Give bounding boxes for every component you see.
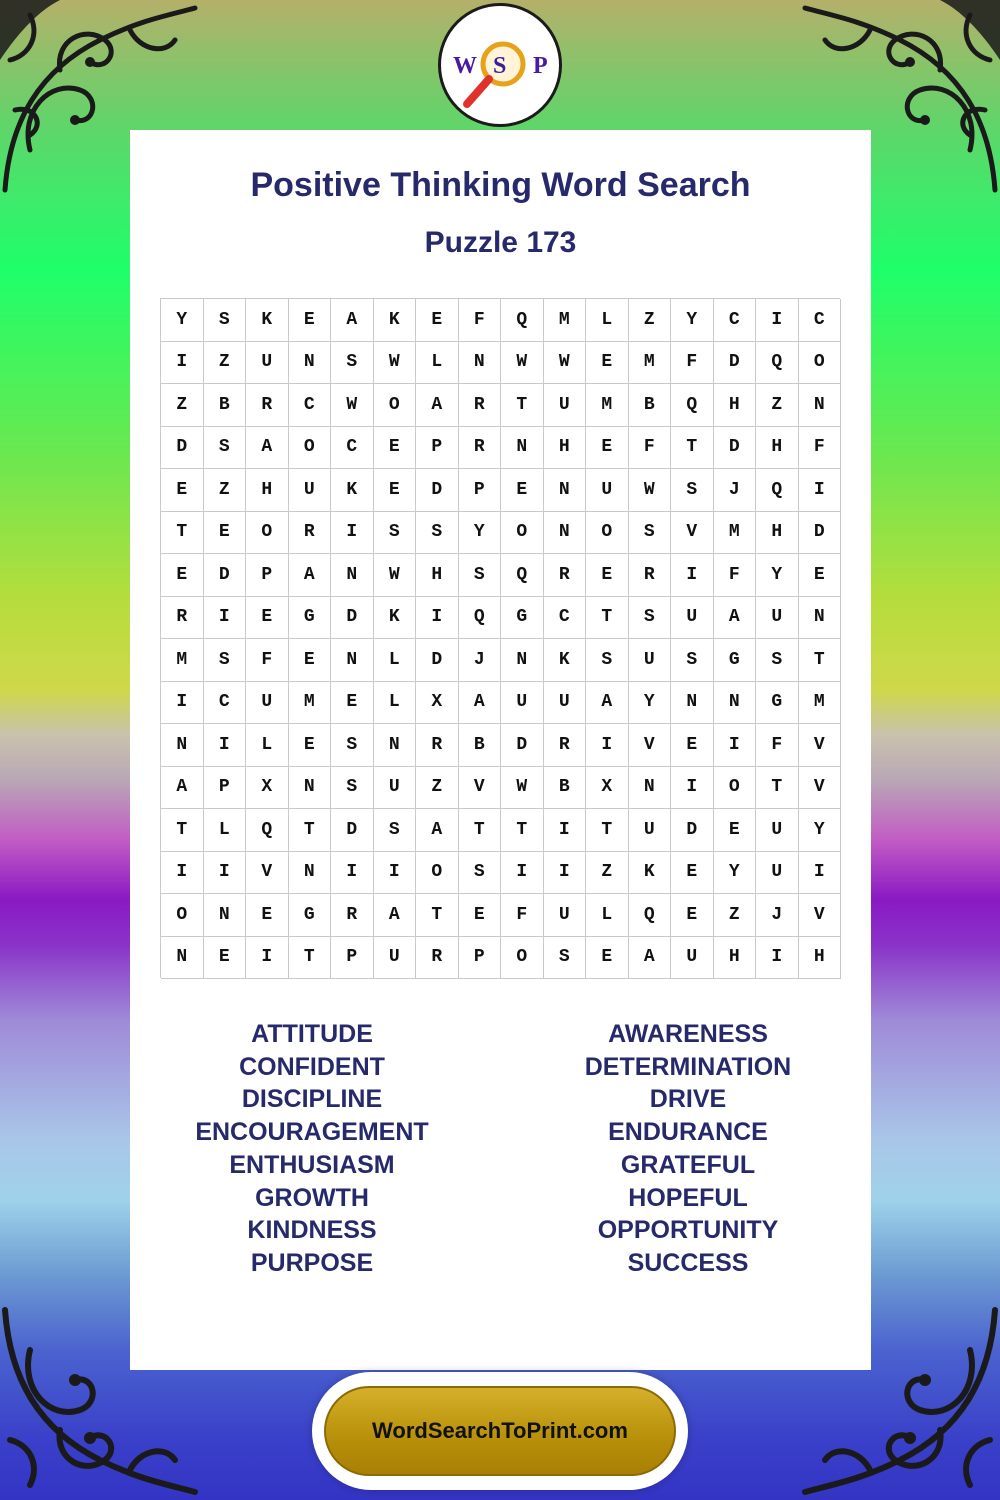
grid-cell[interactable]: S [459,852,502,895]
grid-cell[interactable]: S [756,639,799,682]
grid-cell[interactable]: D [204,554,247,597]
grid-cell[interactable]: F [799,427,842,470]
grid-cell[interactable]: S [544,937,587,980]
grid-cell[interactable]: H [756,512,799,555]
grid-cell[interactable]: N [459,342,502,385]
page-title: Positive Thinking Word Search [250,166,751,204]
grid-cell[interactable]: T [586,809,629,852]
grid-cell[interactable]: N [629,767,672,810]
grid-cell[interactable]: A [714,597,757,640]
grid-cell[interactable]: E [799,554,842,597]
grid-cell[interactable]: L [586,894,629,937]
grid-cell[interactable]: T [459,809,502,852]
grid-cell[interactable]: L [416,342,459,385]
word-list-right [528,1018,848,1280]
grid-cell[interactable]: Y [629,682,672,725]
footer-badge [312,1372,688,1490]
grid-cell[interactable]: U [544,682,587,725]
grid-cell[interactable]: N [799,597,842,640]
grid-cell[interactable]: T [586,597,629,640]
grid-cell[interactable]: U [374,937,417,980]
grid-cell[interactable]: B [629,384,672,427]
grid-cell[interactable]: N [374,724,417,767]
grid-cell[interactable]: Z [629,299,672,342]
grid-cell[interactable]: T [289,809,332,852]
word-item: PURPOSE [250,1248,374,1277]
grid-cell[interactable]: E [161,469,204,512]
grid-cell[interactable]: I [416,597,459,640]
grid-cell[interactable]: W [374,554,417,597]
grid-cell[interactable]: M [629,342,672,385]
grid-cell[interactable]: W [374,342,417,385]
grid-cell[interactable]: T [501,809,544,852]
grid-cell[interactable]: M [161,639,204,682]
grid-cell[interactable]: Q [671,384,714,427]
word-item: DETERMINATION [584,1052,792,1081]
grid-cell[interactable]: B [544,767,587,810]
grid-cell[interactable]: R [459,427,502,470]
grid-cell[interactable]: T [161,809,204,852]
grid-cell[interactable]: I [204,724,247,767]
grid-cell[interactable]: W [331,384,374,427]
grid-cell[interactable]: N [544,469,587,512]
grid-cell[interactable]: V [799,724,842,767]
grid-cell[interactable]: Q [756,342,799,385]
grid-cell[interactable]: Q [756,469,799,512]
grid-cell[interactable]: N [289,767,332,810]
grid-cell[interactable]: R [629,554,672,597]
grid-cell[interactable]: I [544,852,587,895]
grid-cell[interactable]: E [586,342,629,385]
grid-cell[interactable]: U [629,639,672,682]
grid-cell[interactable]: A [374,894,417,937]
word-item: GRATEFUL [620,1150,756,1179]
grid-cell[interactable]: A [629,937,672,980]
grid-cell[interactable]: A [331,299,374,342]
grid-cell[interactable]: N [161,724,204,767]
grid-cell[interactable]: G [289,894,332,937]
grid-cell[interactable]: C [799,299,842,342]
puzzle-card [130,130,871,1370]
grid-cell[interactable]: W [501,767,544,810]
grid-cell[interactable]: K [544,639,587,682]
grid-cell[interactable]: G [756,682,799,725]
grid-cell[interactable]: I [671,767,714,810]
grid-cell[interactable]: F [756,724,799,767]
grid-cell[interactable]: K [374,299,417,342]
grid-cell[interactable]: A [586,682,629,725]
grid-cell[interactable]: U [289,469,332,512]
grid-cell[interactable]: N [501,639,544,682]
grid-cell[interactable]: Y [671,299,714,342]
logo-letter-w: W [453,53,477,79]
grid-cell[interactable]: H [756,427,799,470]
word-item: OPPORTUNITY [597,1216,779,1245]
grid-cell[interactable]: E [246,894,289,937]
grid-cell[interactable]: I [544,809,587,852]
grid-cell[interactable]: N [331,554,374,597]
grid-cell[interactable]: J [714,469,757,512]
grid-cell[interactable]: N [501,427,544,470]
grid-cell[interactable]: C [544,597,587,640]
grid-cell[interactable]: R [416,724,459,767]
grid-cell[interactable]: G [714,639,757,682]
grid-cell[interactable]: I [331,512,374,555]
grid-cell[interactable]: G [289,597,332,640]
logo-letter-s: S [493,53,507,79]
grid-cell[interactable]: H [544,427,587,470]
grid-cell[interactable]: O [416,852,459,895]
grid-cell[interactable]: O [374,384,417,427]
grid-cell[interactable]: L [586,299,629,342]
grid-cell[interactable]: S [204,299,247,342]
grid-cell[interactable]: Y [459,512,502,555]
grid-cell[interactable]: I [714,724,757,767]
grid-cell[interactable]: C [204,682,247,725]
grid-cell[interactable]: S [204,427,247,470]
grid-cell[interactable]: E [204,512,247,555]
grid-cell[interactable]: M [289,682,332,725]
grid-cell[interactable]: P [416,427,459,470]
grid-cell[interactable]: F [714,554,757,597]
puzzle-number: Puzzle 173 [424,226,577,259]
grid-cell[interactable]: R [161,597,204,640]
logo-letter-p: P [533,53,548,79]
grid-cell[interactable]: O [246,512,289,555]
grid-cell[interactable]: K [374,597,417,640]
grid-cell[interactable]: R [544,724,587,767]
grid-cell[interactable]: A [459,682,502,725]
word-item: GROWTH [255,1183,369,1212]
grid-cell[interactable]: F [246,639,289,682]
grid-cell[interactable]: E [671,724,714,767]
grid-cell[interactable]: F [459,299,502,342]
grid-cell[interactable]: I [501,852,544,895]
grid-cell[interactable]: B [459,724,502,767]
grid-cell[interactable]: U [246,342,289,385]
grid-cell[interactable]: R [331,894,374,937]
grid-cell[interactable]: R [416,937,459,980]
grid-cell[interactable]: L [374,639,417,682]
grid-cell[interactable]: K [246,299,289,342]
grid-cell[interactable]: F [629,427,672,470]
grid-cell[interactable]: D [161,427,204,470]
grid-cell[interactable]: X [416,682,459,725]
grid-cell[interactable]: N [671,682,714,725]
grid-cell[interactable]: U [544,894,587,937]
grid-cell[interactable]: D [714,427,757,470]
grid-cell[interactable]: U [756,852,799,895]
grid-cell[interactable]: R [544,554,587,597]
grid-cell[interactable]: M [799,682,842,725]
word-item: AWARENESS [608,1020,768,1048]
grid-cell[interactable]: I [204,852,247,895]
grid-cell[interactable]: X [586,767,629,810]
grid-cell[interactable]: T [501,384,544,427]
word-item: ENTHUSIASM [229,1150,395,1179]
grid-cell[interactable]: S [671,639,714,682]
grid-cell[interactable]: Q [629,894,672,937]
word-item: ENCOURAGEMENT [195,1118,429,1147]
grid-cell[interactable]: V [629,724,672,767]
grid-cell[interactable]: T [799,639,842,682]
grid-cell[interactable]: U [756,597,799,640]
grid-cell[interactable]: N [544,512,587,555]
grid-cell[interactable]: S [459,554,502,597]
grid-cell[interactable]: E [671,894,714,937]
word-item: ATTITUDE [251,1020,373,1048]
grid-cell[interactable]: Z [586,852,629,895]
grid-cell[interactable]: E [289,724,332,767]
grid-cell[interactable]: E [416,299,459,342]
grid-cell[interactable]: I [161,682,204,725]
grid-cell[interactable]: I [586,724,629,767]
grid-cell[interactable]: O [586,512,629,555]
grid-cell[interactable]: X [246,767,289,810]
grid-cell[interactable]: D [714,342,757,385]
grid-cell[interactable]: U [671,937,714,980]
grid-cell[interactable]: L [374,682,417,725]
grid-cell[interactable]: S [629,597,672,640]
grid-cell[interactable]: O [161,894,204,937]
grid-cell[interactable]: D [331,597,374,640]
grid-cell[interactable]: N [204,894,247,937]
grid-cell[interactable]: I [799,469,842,512]
grid-cell[interactable]: O [799,342,842,385]
grid-cell[interactable]: P [331,937,374,980]
grid-cell[interactable]: S [671,469,714,512]
grid-cell[interactable]: A [246,427,289,470]
grid-cell[interactable]: I [756,937,799,980]
grid-cell[interactable]: E [586,937,629,980]
word-item: ENDURANCE [608,1118,768,1147]
grid-cell[interactable]: P [204,767,247,810]
grid-cell[interactable]: U [671,597,714,640]
grid-cell[interactable]: E [671,852,714,895]
grid-cell[interactable]: O [501,937,544,980]
grid-cell[interactable]: E [374,469,417,512]
grid-cell[interactable]: D [501,724,544,767]
grid-cell[interactable]: C [714,299,757,342]
grid-cell[interactable]: K [629,852,672,895]
grid-cell[interactable]: E [501,469,544,512]
grid-cell[interactable]: E [161,554,204,597]
grid-cell[interactable]: M [544,299,587,342]
grid-cell[interactable]: O [714,767,757,810]
word-item: HOPEFUL [628,1183,748,1212]
grid-cell[interactable]: V [671,512,714,555]
grid-cell[interactable]: T [289,937,332,980]
grid-cell[interactable]: O [501,512,544,555]
grid-cell[interactable]: E [289,299,332,342]
grid-cell[interactable]: E [289,639,332,682]
grid-cell[interactable]: U [246,682,289,725]
grid-cell[interactable]: R [246,384,289,427]
grid-cell[interactable]: F [501,894,544,937]
grid-cell[interactable]: S [331,767,374,810]
grid-cell[interactable]: H [714,384,757,427]
grid-cell[interactable]: V [246,852,289,895]
grid-cell[interactable]: Z [204,342,247,385]
grid-cell[interactable]: E [374,427,417,470]
grid-cell[interactable]: V [459,767,502,810]
grid-cell[interactable]: Q [501,554,544,597]
word-list-left [152,1018,472,1280]
grid-cell[interactable]: S [416,512,459,555]
grid-cell[interactable]: H [714,937,757,980]
grid-cell[interactable]: H [799,937,842,980]
site-logo[interactable] [438,3,562,127]
grid-cell[interactable]: U [501,682,544,725]
grid-cell[interactable]: V [799,894,842,937]
grid-cell[interactable]: Z [204,469,247,512]
grid-cell[interactable]: D [331,809,374,852]
grid-cell[interactable]: N [289,852,332,895]
grid-cell[interactable]: E [246,597,289,640]
grid-cell[interactable]: O [289,427,332,470]
grid-cell[interactable]: I [161,852,204,895]
grid-cell[interactable]: A [416,384,459,427]
grid-cell[interactable]: N [161,937,204,980]
grid-cell[interactable]: I [331,852,374,895]
grid-cell[interactable]: N [714,682,757,725]
grid-cell[interactable]: J [756,894,799,937]
word-item: CONFIDENT [239,1052,385,1081]
grid-cell[interactable]: P [246,554,289,597]
grid-cell[interactable]: I [374,852,417,895]
grid-cell[interactable]: D [671,809,714,852]
grid-cell[interactable]: S [331,342,374,385]
grid-cell[interactable]: E [586,427,629,470]
grid-cell[interactable]: A [289,554,332,597]
word-item: DISCIPLINE [241,1085,383,1114]
grid-cell[interactable]: H [246,469,289,512]
grid-cell[interactable]: E [204,937,247,980]
grid-cell[interactable]: W [629,469,672,512]
letter-grid [160,298,840,978]
grid-cell[interactable]: E [586,554,629,597]
grid-cell[interactable]: Y [161,299,204,342]
grid-cell[interactable]: I [671,554,714,597]
grid-cell[interactable]: U [629,809,672,852]
grid-cell[interactable]: S [331,724,374,767]
grid-cell[interactable]: E [459,894,502,937]
grid-cell[interactable]: S [586,639,629,682]
grid-cell[interactable]: M [714,512,757,555]
grid-cell[interactable]: M [586,384,629,427]
grid-cell[interactable]: G [501,597,544,640]
grid-cell[interactable]: Z [161,384,204,427]
grid-cell[interactable]: C [331,427,374,470]
grid-cell[interactable]: Q [501,299,544,342]
grid-cell[interactable]: A [161,767,204,810]
grid-cell[interactable]: U [586,469,629,512]
grid-cell[interactable]: F [671,342,714,385]
grid-cell[interactable]: U [544,384,587,427]
grid-cell[interactable]: Z [714,894,757,937]
grid-cell[interactable]: I [246,937,289,980]
grid-cell[interactable]: D [416,639,459,682]
grid-cell[interactable]: Z [756,384,799,427]
grid-cell[interactable]: P [459,937,502,980]
grid-cell[interactable]: T [416,894,459,937]
grid-cell[interactable]: S [374,512,417,555]
grid-cell[interactable]: Y [756,554,799,597]
grid-cell[interactable]: L [204,809,247,852]
grid-cell[interactable]: E [331,682,374,725]
grid-cell[interactable]: E [714,809,757,852]
site-link[interactable]: WordSearchToPrint.com [324,1386,676,1476]
grid-cell[interactable]: N [289,342,332,385]
grid-cell[interactable]: I [161,342,204,385]
grid-cell[interactable]: B [204,384,247,427]
grid-cell[interactable]: T [756,767,799,810]
grid-cell[interactable]: S [204,639,247,682]
grid-cell[interactable]: I [204,597,247,640]
word-item: SUCCESS [627,1248,749,1277]
grid-cell[interactable]: C [289,384,332,427]
grid-cell[interactable]: Y [799,809,842,852]
grid-cell[interactable]: V [799,767,842,810]
grid-cell[interactable]: W [501,342,544,385]
grid-cell[interactable]: Y [714,852,757,895]
word-item: KINDNESS [247,1216,377,1245]
grid-cell[interactable]: S [374,809,417,852]
grid-cell[interactable]: P [459,469,502,512]
grid-cell[interactable]: L [246,724,289,767]
word-item: DRIVE [649,1085,727,1114]
grid-cell[interactable]: Q [459,597,502,640]
grid-cell[interactable]: R [289,512,332,555]
grid-cell[interactable]: I [756,299,799,342]
grid-cell[interactable]: J [459,639,502,682]
grid-cell[interactable]: N [331,639,374,682]
grid-cell[interactable]: Z [416,767,459,810]
grid-cell[interactable]: Q [246,809,289,852]
grid-cell[interactable]: D [416,469,459,512]
grid-cell[interactable]: T [671,427,714,470]
grid-cell[interactable]: U [756,809,799,852]
grid-cell[interactable]: U [374,767,417,810]
grid-cell[interactable]: A [416,809,459,852]
grid-cell[interactable]: I [799,852,842,895]
grid-cell[interactable]: H [416,554,459,597]
grid-cell[interactable]: S [629,512,672,555]
grid-cell[interactable]: T [161,512,204,555]
grid-cell[interactable]: D [799,512,842,555]
grid-cell[interactable]: N [799,384,842,427]
grid-cell[interactable]: K [331,469,374,512]
grid-cell[interactable]: W [544,342,587,385]
grid-cell[interactable]: R [459,384,502,427]
